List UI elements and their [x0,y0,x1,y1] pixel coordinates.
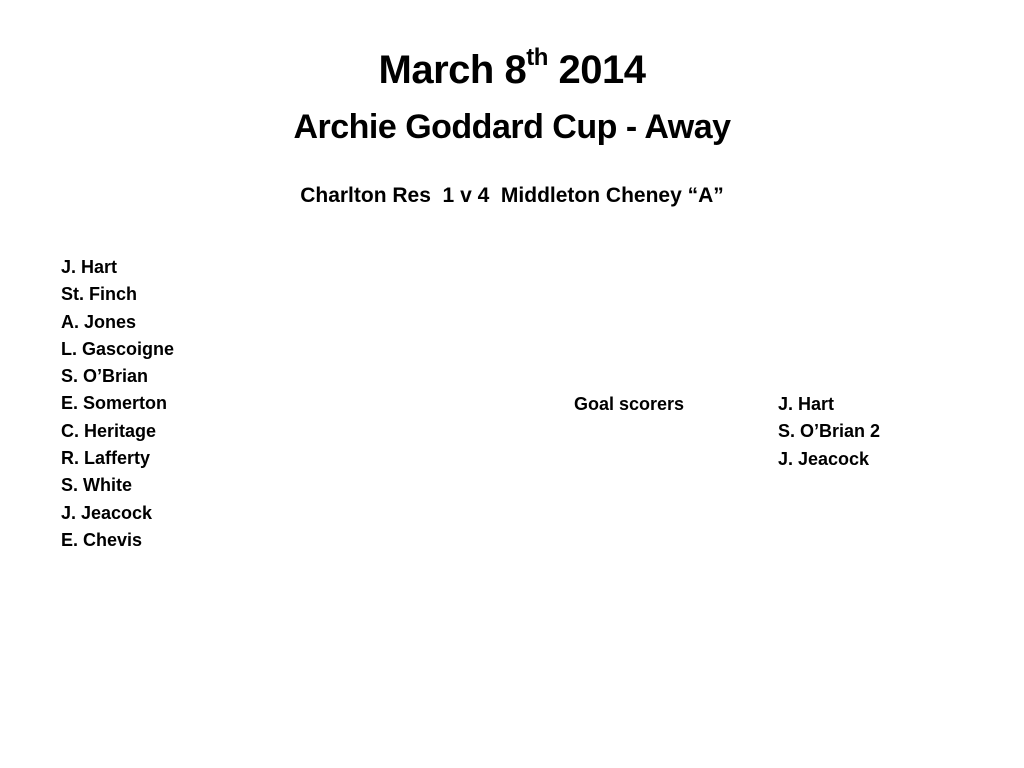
player-name: S. White [61,475,132,496]
player-name: S. O’Brian [61,366,149,387]
player-name: C. Heritage [61,420,157,441]
match-result: Charlton Res 1 v 4 Middleton Cheney “A” [300,184,724,207]
competition-title: Archie Goddard Cup - Away [293,108,731,146]
player-name: L. Gascoigne [61,338,175,359]
player-name: J. Hart [61,257,118,277]
player-name: R. Lafferty [61,448,151,469]
goal-scorer: J. Jeacock [778,448,870,469]
date-year: 2014 [547,48,646,92]
date-prefix: March 8 [378,48,527,92]
goal-scorer: S. O’Brian 2 [778,421,881,442]
player-name: A. Jones [61,311,137,332]
player-name: E. Chevis [61,529,143,550]
team-roster [61,254,174,554]
player-name: E. Somerton [61,393,168,414]
date-suffix: th [526,44,548,71]
goal-scorer: J. Hart [778,394,835,414]
match-date [0,44,1024,96]
goal-scorers-list [778,391,880,473]
goal-scorers-label: Goal scorers [574,394,685,414]
player-name: J. Jeacock [61,502,153,523]
player-name: St. Finch [61,284,137,305]
